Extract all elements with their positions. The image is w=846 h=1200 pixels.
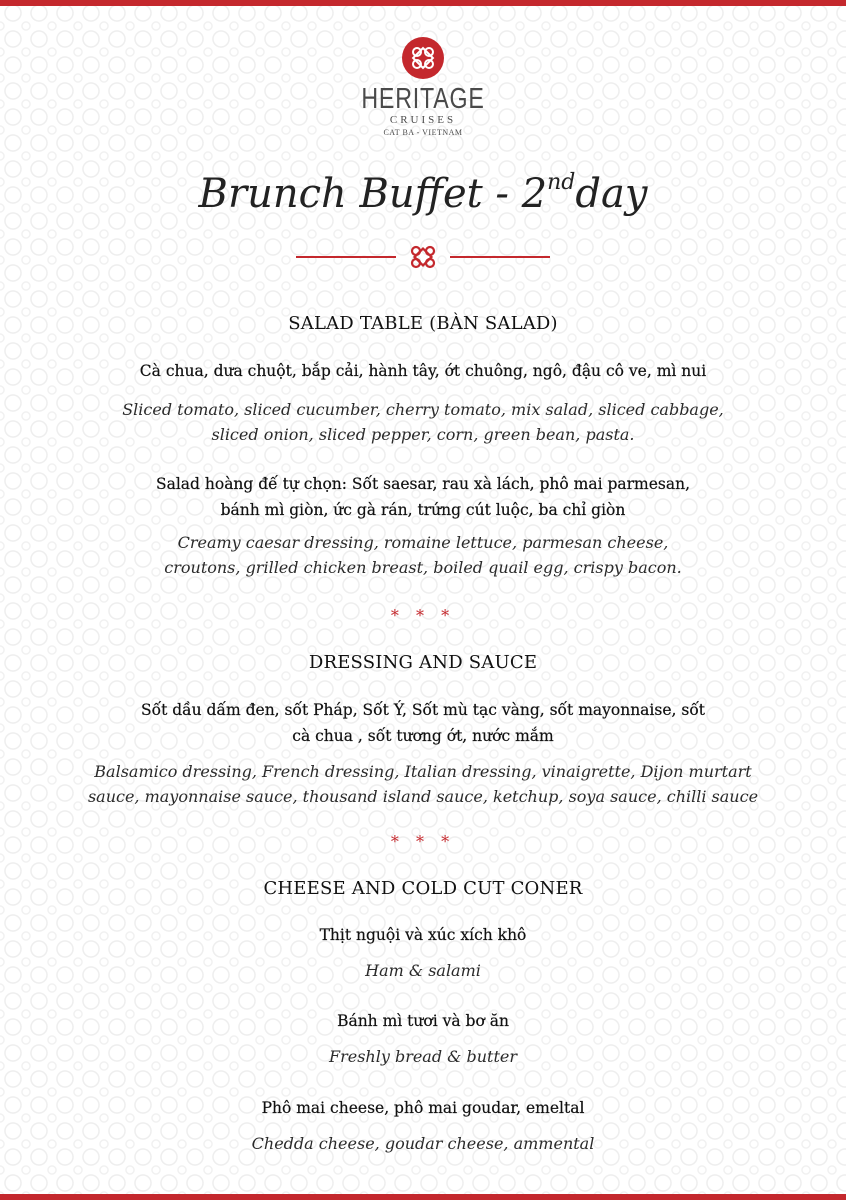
cheese-heading: CHEESE AND COLD CUT CONER: [263, 878, 583, 899]
dressing-vi: [40, 697, 806, 749]
dressing-en: [40, 759, 806, 809]
salad-item-1-en-line2: sliced onion, sliced pepper, corn, green bean, pasta.: [211, 425, 635, 444]
title-divider: [296, 244, 550, 270]
salad-item-2: [40, 471, 806, 523]
salad-item-2-vi-line2: bánh mì giòn, ức gà rán, trứng cút luộc, ba chỉ giòn: [220, 501, 626, 519]
divider-line-left: [296, 256, 396, 258]
cheese-item-2: [40, 1008, 806, 1034]
cheese-item-1: [40, 922, 806, 948]
cheese-item-1-en: [40, 958, 806, 983]
salad-item-1-vi: Cà chua, dưa chuột, bắp cải, hành tây, ớt chuông, ngô, đậu cô ve, mì nui: [139, 362, 707, 380]
cheese-item-3-en: [40, 1131, 806, 1156]
bottom-border: [0, 1194, 846, 1200]
dressing-section: [40, 652, 806, 673]
brand-sub: CRUISES: [389, 114, 457, 126]
salad-section: [40, 313, 806, 334]
salad-item-1-en-line1: Sliced tomato, sliced cucumber, cherry tomato, mix salad, sliced cabbage,: [122, 400, 724, 419]
dressing-heading: DRESSING AND SAUCE: [308, 652, 538, 673]
cheese-item-1-vi: Thịt nguội và xúc xích khô: [319, 926, 527, 944]
dressing-vi-line2: cà chua , sốt tương ớt, nước mắm: [292, 727, 554, 745]
section-separator-1: * * *: [390, 606, 456, 625]
cheese-item-2-en: [40, 1044, 806, 1069]
heritage-knot-icon: [401, 36, 445, 80]
cheese-item-1-en-text: Ham & salami: [365, 961, 481, 980]
cheese-section: [40, 878, 806, 899]
salad-item-2-en-line1: Creamy caesar dressing, romaine lettuce, parmesan cheese,: [177, 533, 669, 552]
dressing-vi-line1: Sốt dầu dấm đen, sốt Pháp, Sốt Ý, Sốt mù tạc vàng, sốt mayonnaise, sốt: [140, 701, 706, 719]
salad-item-1: [40, 358, 806, 384]
cheese-item-2-vi: Bánh mì tươi và bơ ăn: [337, 1012, 509, 1030]
brand-logo: [0, 36, 846, 137]
cheese-item-3-vi: Phô mai cheese, phô mai goudar, emeltal: [261, 1099, 585, 1117]
brand-location: CAT BA - VIETNAM: [383, 128, 463, 137]
cheese-item-2-en-text: Freshly bread & butter: [328, 1047, 518, 1066]
menu-title-main: Brunch Buffet - 2: [198, 171, 548, 217]
cheese-item-3-en-text: Chedda cheese, goudar cheese, ammental: [251, 1134, 595, 1153]
salad-item-2-vi-line1: Salad hoàng đế tự chọn: Sốt saesar, rau xà lách, phô mai parmesan,: [155, 475, 691, 493]
dressing-en-line2: sauce, mayonnaise sauce, thousand island sauce, ketchup, soya sauce, chilli sauce: [87, 787, 759, 806]
brand-name: HERITAGE: [361, 83, 485, 115]
menu-title-sup: nd: [547, 170, 576, 195]
menu-title: [0, 170, 846, 217]
salad-heading: SALAD TABLE (BÀN SALAD): [288, 313, 558, 334]
top-border: [0, 0, 846, 6]
salad-item-1-en: [40, 397, 806, 447]
dressing-en-line1: Balsamico dressing, French dressing, Italian dressing, vinaigrette, Dijon murtart: [94, 762, 752, 781]
salad-item-2-en: [40, 530, 806, 580]
menu-title-end: day: [575, 171, 648, 217]
salad-item-2-en-line2: croutons, grilled chicken breast, boiled quail egg, crispy bacon.: [164, 558, 682, 577]
cheese-item-3: [40, 1095, 806, 1121]
divider-line-right: [450, 256, 550, 258]
knot-ornament-icon: [406, 244, 440, 270]
section-separator-2: * * *: [390, 832, 456, 851]
